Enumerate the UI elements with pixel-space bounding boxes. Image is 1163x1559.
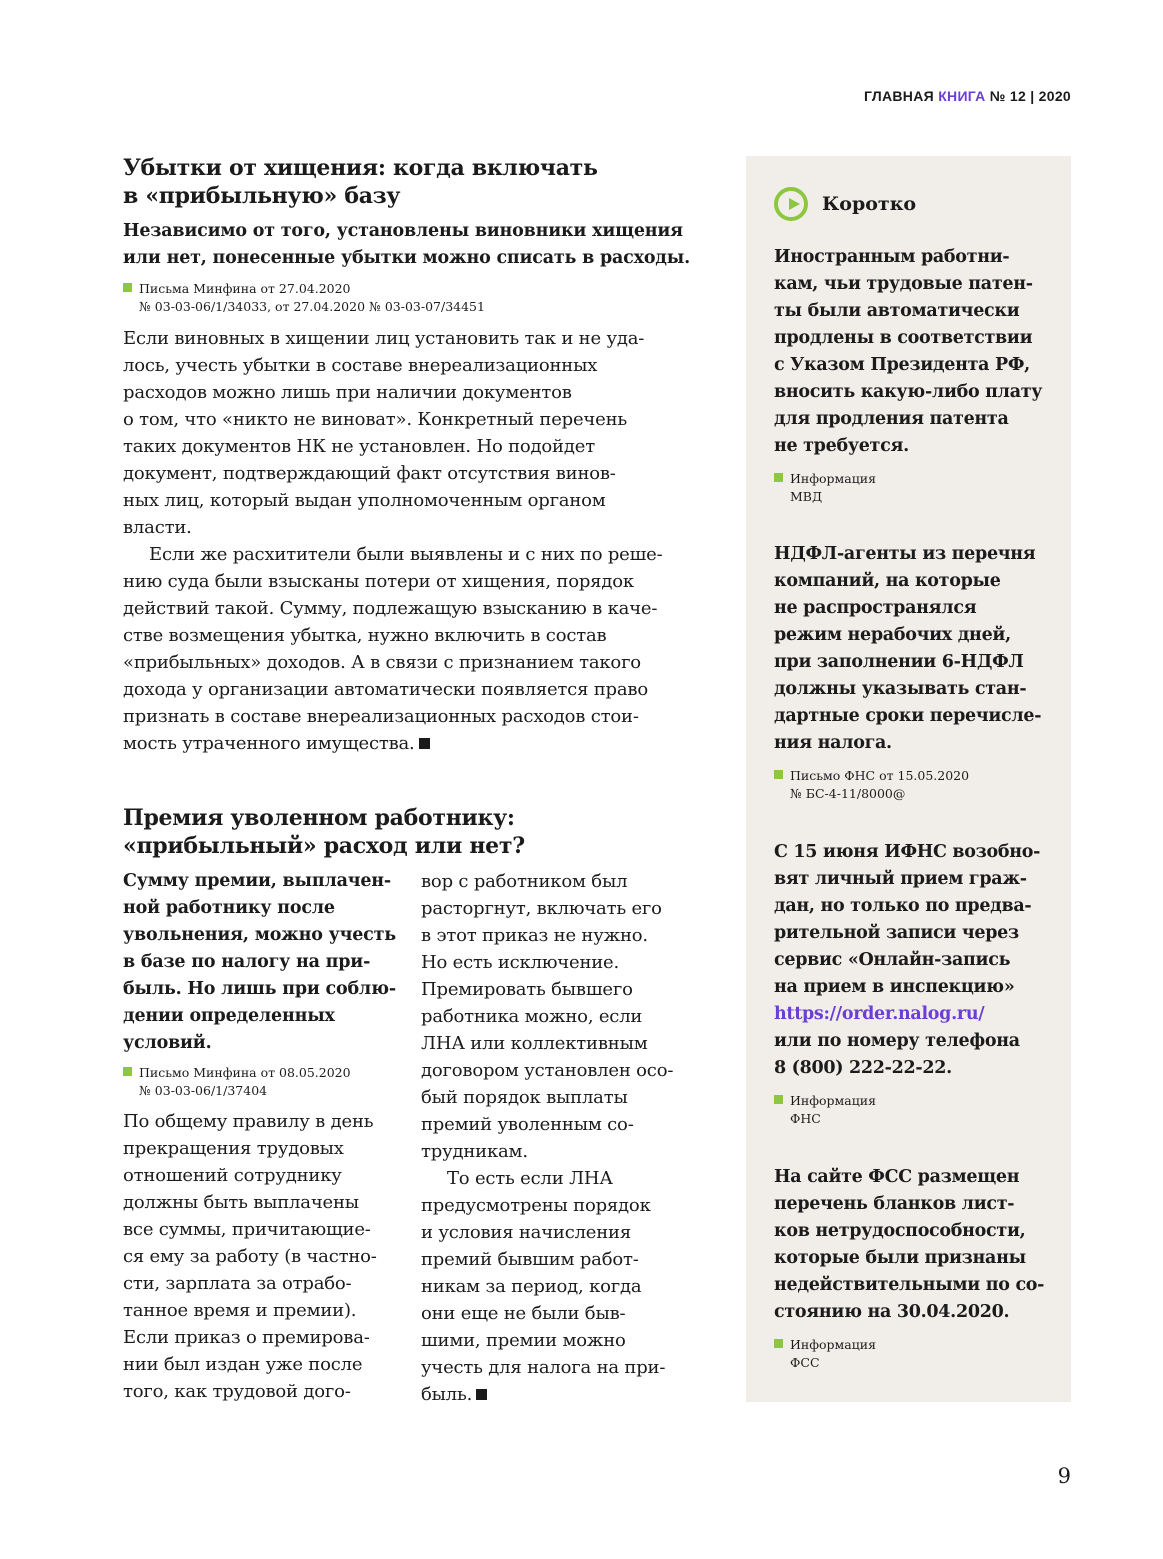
news-text: НДФЛ-агенты из перечня компаний, на которые не распространялся режим нерабочих дней, при заполнении 6-НДФЛ должны указывать стан- дартные сроки перечисле- ния налога. [774,544,1042,753]
news-item-1 [774,244,1054,506]
sidebar-header [774,184,916,224]
end-mark-icon [476,1389,487,1400]
article-lead: Независимо от того, установлены виновники хищения или нет, понесенные убытки можно списать в расходы. [123,221,690,268]
sidebar-title: Коротко [822,193,917,215]
news-source: Информация МВД [774,470,1054,506]
article-lead: Сумму премии, выплачен- ной работнику после увольнения, можно учесть в базе по налогу на при- быль. Но лишь при соблю- дении определенных условий. [123,871,396,1053]
article-title: Премия уволенном работнику: «прибыльный» расход или нет? [123,805,525,859]
green-square-icon [774,1095,783,1104]
green-square-icon [774,473,783,482]
article-bonus-fired [123,804,703,860]
column-1-body: По общему правилу в день прекращения трудовых отношений сотруднику должны быть выплачены все суммы, причитающие- ся ему за работу (в частно- сти, зарплата за отрабо- танное время и премии). Если приказ о премирова- нии был издан уже после того, как трудовой дого- [123,1111,377,1402]
page-number: 9 [1057,1464,1071,1488]
header-brand-2: КНИГА [938,88,986,104]
news-source: Письмо ФНС от 15.05.2020 № БС-4-11/8000@ [774,767,1054,803]
green-square-icon [774,1339,783,1348]
article-theft-losses [123,154,703,757]
article-title: Убытки от хищения: когда включать в «прибыльную» базу [123,155,598,209]
news-text: Иностранным работни- кам, чьи трудовые патен- ты были автоматически продлены в соответствии с Указом Президента РФ, вносить какую-либо плату для продления патента не требуется. [774,247,1043,456]
news-source: Информация ФСС [774,1336,1054,1372]
green-square-icon [774,770,783,779]
sidebar-short-news [746,156,1071,1402]
news-item-2 [774,541,1054,803]
header-brand-1: ГЛАВНАЯ [863,88,934,104]
news-item-4 [774,1164,1054,1372]
green-square-icon [123,1067,132,1076]
news-text: С 15 июня ИФНС возобно- вят личный прием граж- дан, но только по предва- рительной записи через сервис «Онлайн-запись на прием в инспекцию» https://order.nalog.ru/ или по номеру телефона 8 (800) 222-22-22. [774,839,1054,1082]
play-icon [774,187,808,221]
paragraph-1: Если виновных в хищении лиц установить так и не уда- лось, учесть убытки в составе внереализационных расходов можно лишь при наличии документов о том, что «никто не виноват». Конкретный перечень таких документов НК не установлен. Но подойдет документ, подтверждающий факт отсутствия винов- ных лиц, который выдан уполномоченным органом власти. [123,328,645,538]
news-item-3 [774,839,1054,1128]
header-issue: № 12 | 2020 [989,88,1071,104]
news-text: На сайте ФСС размещен перечень бланков лист- ков нетрудоспособности, которые были признаны недействительными по со- стоянию на 30.04.2020. [774,1167,1045,1322]
paragraph-2: Если же расхитители были выявлены и с них по реше- нию суда были взысканы потери от хищения, порядок действий такой. Сумму, подлежащую взысканию в каче- стве возмещения убытка, нужно включить в состав «прибыльных» доходов. А в связи с признанием такого дохода у организации автоматически появляется право признать в составе внереализационных расходов стои- мость утраченного имущества. [123,544,663,754]
article2-column-1 [123,868,405,1405]
article-body [123,325,703,757]
magazine-header [864,88,1071,104]
order-nalog-link[interactable]: https://order.nalog.ru/ [774,1004,985,1024]
article-source: Письма Минфина от 27.04.2020 № 03-03-06/1/34033, от 27.04.2020 № 03-03-07/34451 [123,280,703,316]
article-source: Письмо Минфина от 08.05.2020 № 03-03-06/1/37404 [123,1064,405,1100]
end-mark-icon [419,738,430,749]
article2-column-2: вор с работником был расторгнут, включать его в этот приказ не нужно. Но есть исключение. Премировать бывшего работника можно, если ЛНА или коллективным договором установлен осо- бый порядок выплаты премий уволенным со- трудникам. То есть если ЛНА предусмотрены порядок и условия начисления премий бывшим работ- никам за период, когда они еще не были быв- шими, премии можно учесть для налога на при- быль. [421,871,674,1405]
green-square-icon [123,283,132,292]
news-source: Информация ФНС [774,1092,1054,1128]
